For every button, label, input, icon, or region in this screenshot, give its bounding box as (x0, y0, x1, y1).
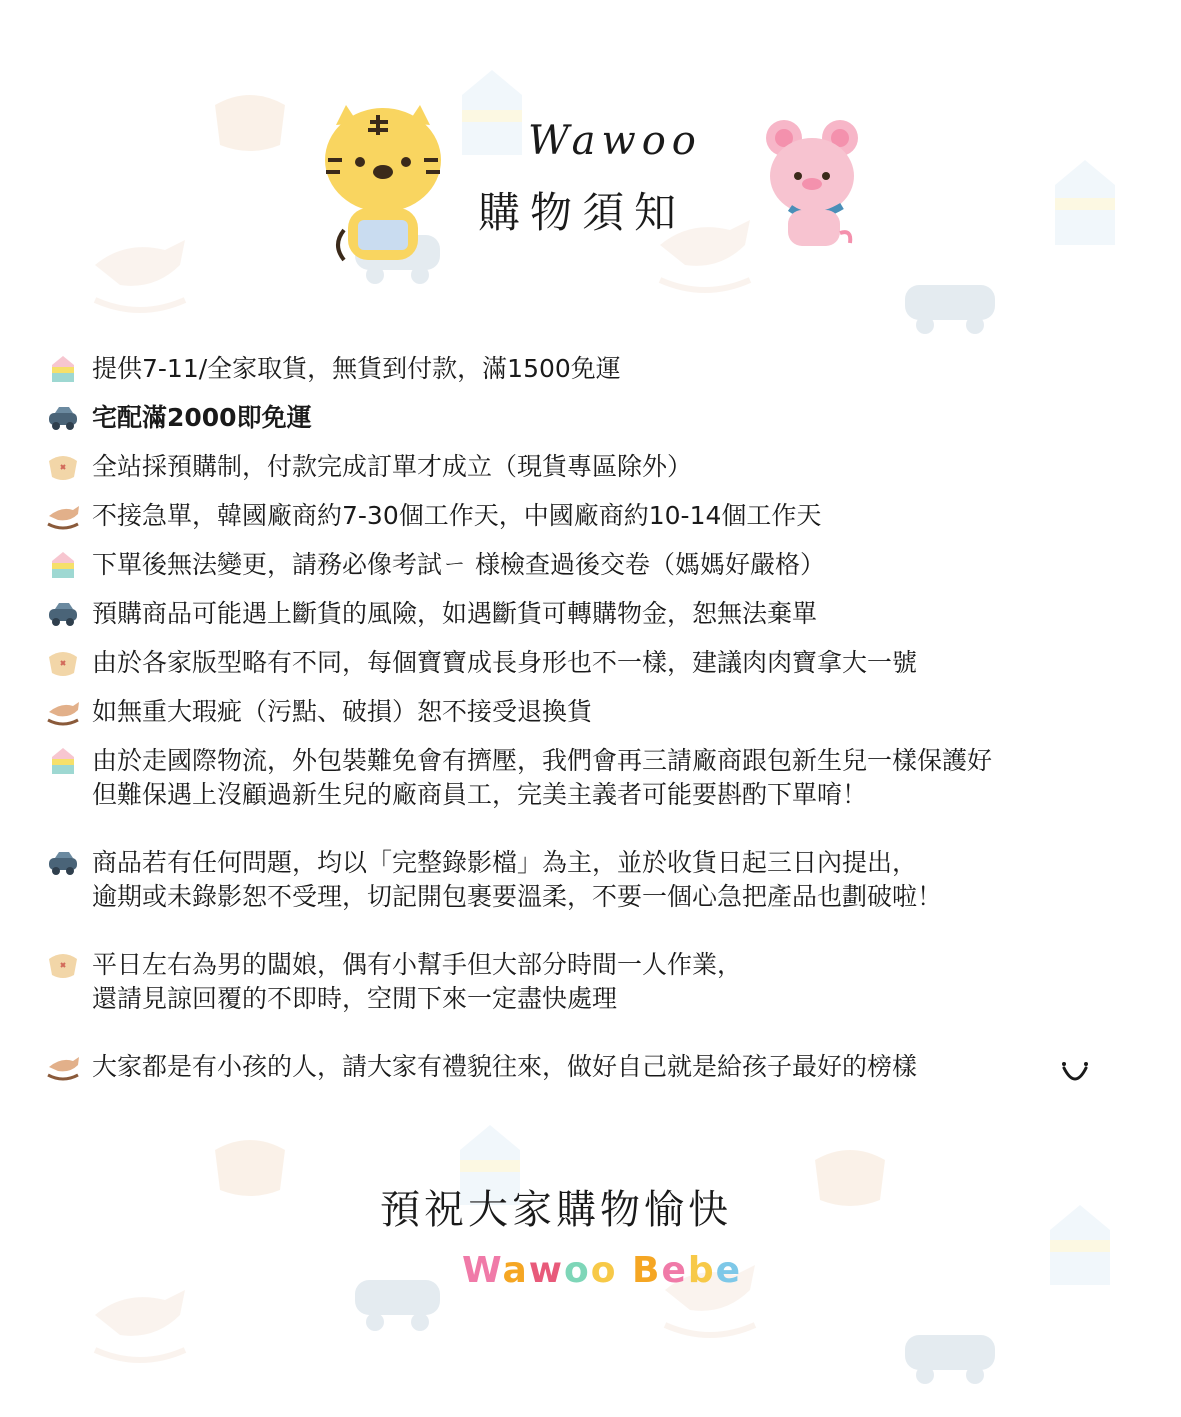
list-item (44, 646, 1154, 680)
logo-letter: W (462, 1250, 503, 1291)
list-item (44, 744, 1154, 812)
list-item (44, 401, 1154, 435)
bib-icon (215, 1140, 285, 1196)
list-item (44, 548, 1154, 582)
list-item (44, 846, 1154, 914)
tiger-mascot (318, 100, 448, 270)
house-icon (44, 548, 82, 582)
logo-letter: e (661, 1250, 688, 1291)
wawoo-bebe-logo (462, 1250, 762, 1291)
list-item (44, 597, 1154, 631)
pig-mascot (762, 118, 862, 253)
bib-icon (44, 948, 82, 982)
logo-letter: b (687, 1250, 716, 1291)
rule-text: 如無重大瑕疵（污點、破損）恕不接受退換貨 (92, 697, 593, 726)
car-icon (44, 597, 82, 631)
rocking-horse-icon (95, 240, 185, 310)
rule-text: 預購商品可能遇上斷貨的風險，如遇斷貨可轉購物金，恕無法棄單 (92, 599, 818, 628)
car-icon (44, 846, 82, 880)
rule-text: 宅配滿2000即免運 (92, 403, 312, 432)
logo-letter (617, 1250, 632, 1291)
shopping-rules-list (44, 352, 1154, 1099)
logo-letter: w (528, 1250, 564, 1291)
list-item (44, 948, 1154, 1016)
house-icon (1050, 1205, 1110, 1285)
smile-icon (1060, 1058, 1090, 1088)
bib-icon (44, 646, 82, 680)
rule-text: 商品若有任何問題，均以「完整錄影檔」為主，並於收貨日起三日內提出， 逾期或未錄影恕不受理，切記開包裹要溫柔，不要一個心急把產品也劃破啦！ (92, 848, 943, 911)
rule-text: 提供7-11/全家取貨，無貨到付款，滿1500免運 (92, 354, 621, 383)
rule-text: 全站採預購制，付款完成訂單才成立（現貨專區除外） (92, 452, 693, 481)
logo-letter: a (502, 1250, 529, 1291)
list-item (44, 1050, 1154, 1084)
list-item (44, 450, 1154, 484)
house-icon (462, 70, 522, 155)
rule-text: 由於走國際物流，外包裝難免會有擠壓，我們會再三請廠商跟包新生兒一樣保護好 但難保遇上沒顧過新生兒的廠商員工，完美主義者可能要斟酌下單唷！ (92, 746, 993, 809)
list-item (44, 499, 1154, 533)
page-title: 購物須知 (478, 188, 687, 237)
logo-letter: o (564, 1250, 591, 1291)
car-icon (905, 1335, 995, 1384)
logo-letter: B (632, 1250, 662, 1291)
rule-text: 下單後無法變更，請務必像考試ㄧ 様檢查過後交卷（媽媽好嚴格） (92, 550, 825, 579)
bib-icon (815, 1150, 885, 1206)
car-icon (44, 401, 82, 435)
car-icon (355, 1280, 440, 1331)
list-item (44, 352, 1154, 386)
rocking-horse-icon (44, 695, 82, 729)
rule-text: 由於各家版型略有不同，每個寶寶成長身形也不一樣，建議肉肉寶拿大一號 (92, 648, 918, 677)
rocking-horse-icon (44, 499, 82, 533)
logo-letter: o (590, 1250, 618, 1291)
house-icon (44, 744, 82, 778)
bib-icon (44, 450, 82, 484)
list-item (44, 695, 1154, 729)
brand-name: Wawoo (528, 118, 702, 164)
car-icon (905, 285, 995, 334)
logo-letter: e (715, 1250, 743, 1291)
rocking-horse-icon (44, 1050, 82, 1084)
closing-message: 預祝大家購物愉快 (380, 1187, 732, 1233)
bib-icon (215, 95, 285, 151)
rule-text: 大家都是有小孩的人，請大家有禮貌往來，做好自己就是給孩子最好的榜樣 (92, 1052, 918, 1081)
house-icon (44, 352, 82, 386)
rule-text: 平日左右為男的闆娘，偶有小幫手但大部分時間一人作業， 還請見諒回覆的不即時，空閒下來一定盡快處理 (92, 950, 743, 1013)
house-icon (1055, 160, 1115, 245)
rocking-horse-icon (95, 1290, 185, 1360)
rule-text: 不接急單，韓國廠商約7-30個工作天，中國廠商約10-14個工作天 (92, 501, 822, 530)
